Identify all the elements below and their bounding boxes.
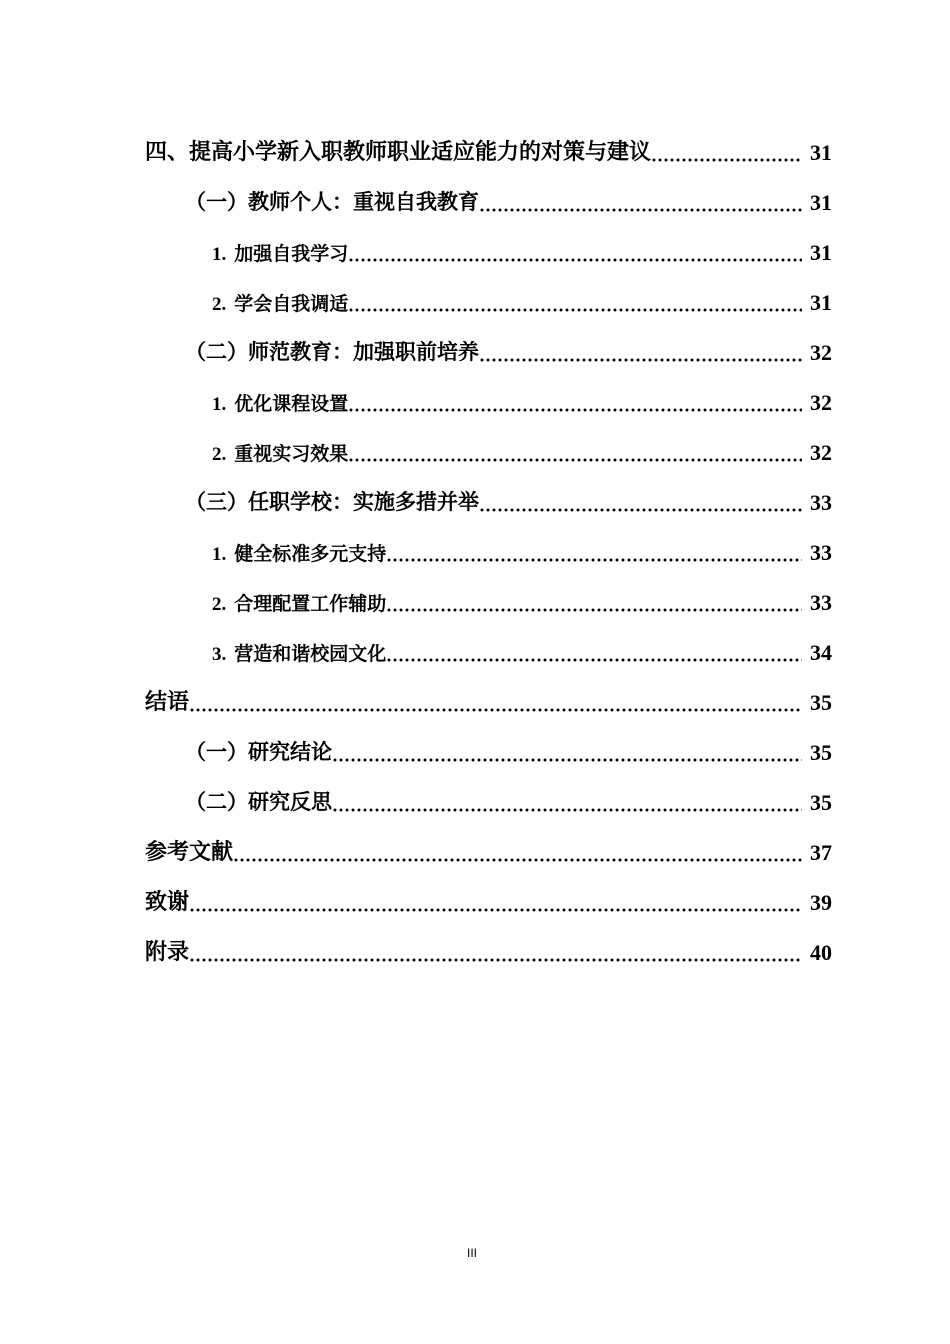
dot-leader xyxy=(189,690,802,712)
toc-entry[interactable] xyxy=(0,678,950,728)
toc-entry[interactable] xyxy=(0,828,950,878)
dot-leader xyxy=(189,890,802,912)
toc-entry[interactable] xyxy=(0,928,950,978)
dot-leader xyxy=(386,543,802,562)
toc-entry-title xyxy=(212,639,386,666)
dot-leader xyxy=(348,443,802,462)
dot-leader xyxy=(332,741,802,762)
toc-entry-title xyxy=(212,389,348,416)
dot-leader xyxy=(651,140,802,162)
toc-entry-title: 附录 xyxy=(145,939,190,965)
toc-entry-title xyxy=(212,239,348,266)
toc-page-number: 35 xyxy=(810,740,832,765)
toc-page-number: 31 xyxy=(810,240,832,265)
dot-leader xyxy=(348,293,802,312)
toc-page-number: 31 xyxy=(810,140,832,165)
toc-entry-number: 1. xyxy=(212,244,227,265)
toc-page-number: 39 xyxy=(810,890,832,915)
toc-entry[interactable] xyxy=(0,328,950,378)
toc-entry-number: 3. xyxy=(212,644,227,665)
toc-page-number: 37 xyxy=(810,840,832,865)
toc-page-number: 31 xyxy=(810,290,832,315)
toc-entry-text: 学会自我调适 xyxy=(234,293,349,315)
dot-leader xyxy=(348,393,802,412)
toc-entry-text: 合理配置工作辅助 xyxy=(234,593,387,615)
toc-entry-text: 优化课程设置 xyxy=(234,393,349,415)
toc-page-number: 40 xyxy=(810,940,832,965)
toc-entry-number: 1. xyxy=(212,544,227,565)
toc-entry-title xyxy=(212,539,386,566)
toc-page-number: 35 xyxy=(810,690,832,715)
toc-entry[interactable] xyxy=(0,878,950,928)
toc-entry-title: 四、提高小学新入职教师职业适应能力的对策与建议 xyxy=(145,139,652,165)
toc-entry-number: 2. xyxy=(212,594,227,615)
dot-leader xyxy=(479,341,802,362)
toc-entry-title: 致谢 xyxy=(145,889,190,915)
toc-entry-text: 加强自我学习 xyxy=(234,243,349,265)
table-of-contents xyxy=(0,128,950,978)
toc-entry[interactable] xyxy=(0,228,950,278)
dot-leader xyxy=(479,491,802,512)
footer-page-number: III xyxy=(466,1246,477,1260)
toc-entry[interactable] xyxy=(0,628,950,678)
toc-entry-title: （二）研究反思 xyxy=(185,789,332,814)
page-footer xyxy=(0,1246,950,1260)
dot-leader xyxy=(189,940,802,962)
dot-leader xyxy=(386,593,802,612)
toc-entry[interactable] xyxy=(0,578,950,628)
toc-entry-text: 健全标准多元支持 xyxy=(234,543,387,565)
toc-page-number: 33 xyxy=(810,590,832,615)
toc-entry-title xyxy=(212,589,386,616)
toc-entry[interactable] xyxy=(0,378,950,428)
toc-entry[interactable] xyxy=(0,778,950,828)
toc-page-number: 32 xyxy=(810,340,832,365)
toc-entry-title: （三）任职学校：实施多措并举 xyxy=(185,489,479,514)
toc-entry[interactable] xyxy=(0,278,950,328)
toc-page-number: 33 xyxy=(810,490,832,515)
toc-entry-title: 结语 xyxy=(145,689,190,715)
toc-page-number: 32 xyxy=(810,390,832,415)
toc-entry-text: 营造和谐校园文化 xyxy=(234,643,387,665)
toc-page-number: 33 xyxy=(810,540,832,565)
toc-entry-number: 2. xyxy=(212,294,227,315)
toc-entry-title xyxy=(212,289,348,316)
toc-entry[interactable] xyxy=(0,478,950,528)
toc-entry-title: （一）研究结论 xyxy=(185,739,332,764)
toc-entry[interactable] xyxy=(0,428,950,478)
toc-entry-title: （二）师范教育：加强职前培养 xyxy=(185,339,479,364)
dot-leader xyxy=(233,840,802,862)
dot-leader xyxy=(348,243,802,262)
toc-page-number: 32 xyxy=(810,440,832,465)
toc-page-number: 31 xyxy=(810,190,832,215)
toc-entry-title: （一）教师个人：重视自我教育 xyxy=(185,189,479,214)
toc-entry[interactable] xyxy=(0,728,950,778)
toc-page-number: 35 xyxy=(810,790,832,815)
dot-leader xyxy=(479,191,802,212)
toc-entry[interactable] xyxy=(0,178,950,228)
toc-page-number: 34 xyxy=(810,640,832,665)
toc-entry[interactable] xyxy=(0,128,950,178)
toc-entry-title: 参考文献 xyxy=(145,839,234,865)
toc-entry-title xyxy=(212,439,348,466)
toc-entry-number: 2. xyxy=(212,444,227,465)
toc-entry-text: 重视实习效果 xyxy=(234,443,349,465)
toc-entry[interactable] xyxy=(0,528,950,578)
toc-entry-number: 1. xyxy=(212,394,227,415)
dot-leader xyxy=(386,643,802,662)
dot-leader xyxy=(332,791,802,812)
